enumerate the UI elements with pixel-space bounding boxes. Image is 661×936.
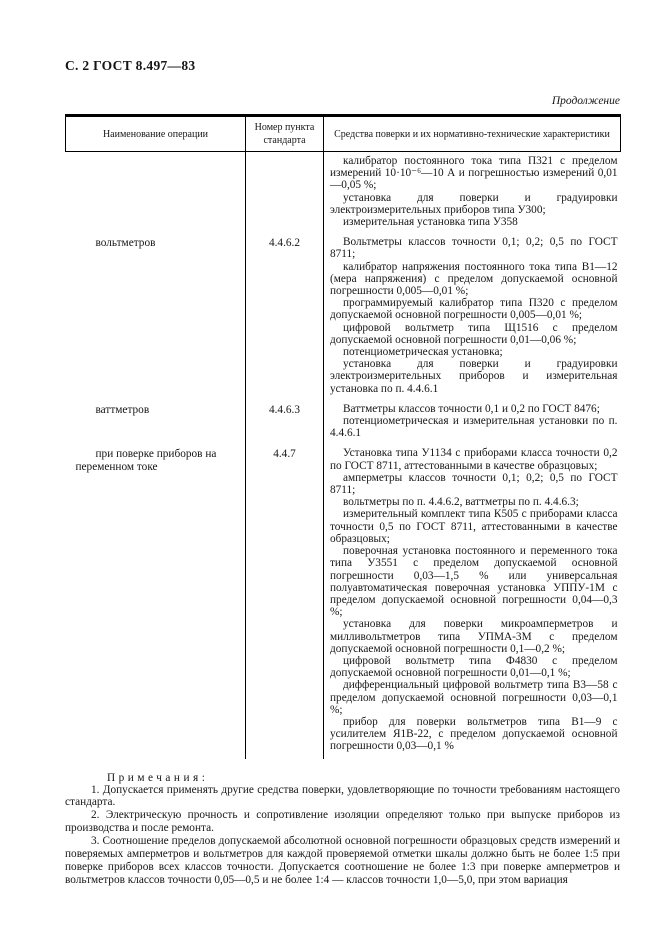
means-paragraph: измерительная установка типа У358 (343, 216, 518, 229)
clause-number: 4.4.6.3 (268, 403, 301, 416)
means-paragraph: установка для поверки и градуировки электроизмерительных приборов типа У300; (330, 191, 618, 216)
note-item: 3. Соотношение пределов допускаемой абсолютной основной погрешности образцовых средств измерений и поверяемых амперметров и вольтметров для каждой проверяемой отметки шкалы должно быть не более 1:5 при поверке приборов всех классов точности. Допускается соотношение не более 1:3 при поверке амперметров и вольтметров классов точности 0,05—0,5 и не более 1:4 — классов точности 1,0—5,0, при этом вариация (65, 835, 620, 886)
means-paragraph: поверочная установка постоянного и переменного тока типа У3551 с пределом допускаемой основной погрешности 0,03—1,5 % или универсальная полуавтоматическая поверочная установка УППУ-1М с пределом допускаемой основной погрешности 0,04—0,3 %; (330, 545, 618, 619)
means-paragraph: прибор для поверки вольтметров типа В1—9 с усилителем Я1В-22, с пределом допускаемой основной погрешности 0,03—0,1 % (330, 715, 618, 753)
means-paragraph: амперметры классов точности 0,1; 0,2; 0,5 по ГОСТ 8711; (330, 471, 618, 497)
means-paragraph: калибратор постоянного тока типа П321 с пределом измерений 10·10⁻⁶—10 А и погрешностью измерений 0,01—0,05 %; (330, 155, 618, 192)
table-row (66, 439, 621, 758)
clause-cell (246, 228, 324, 395)
table-row (66, 228, 621, 395)
means-paragraph: цифровой вольтметр типа Щ1516 с пределом допускаемой основной погрешности 0,01—0,06 %; (330, 321, 618, 346)
means-paragraph: дифференциальный цифровой вольтметр типа В3—58 с пределом допускаемой основной погрешности 0,03—0,1 %; (330, 679, 618, 716)
means-paragraph: калибратор напряжения постоянного тока типа В1—12 (мера напряжения) с пределом допускаемой основной погрешности 0,005—0,01 %; (330, 260, 618, 298)
clause-cell (246, 152, 324, 229)
column-header-clause: Номер пункта стандарта (246, 116, 324, 152)
means-cell (324, 395, 621, 440)
operation-name: при поверке приборов на переменном токе (75, 448, 217, 473)
operation-cell (66, 395, 246, 440)
means-paragraph: потенциометрическая установка; (343, 346, 503, 359)
means-cell (324, 152, 621, 229)
operation-name: вольтметров (95, 237, 156, 250)
clause-cell (246, 439, 324, 758)
operation-cell (66, 439, 246, 758)
clause-cell (246, 395, 324, 440)
means-paragraph: вольтметры по п. 4.4.6.2, ваттметры по п. 4.4.6.3; (343, 496, 579, 509)
table-header-row (66, 116, 621, 152)
means-paragraph: цифровой вольтметр типа Ф4830 с пределом допускаемой основной погрешности 0,01—0,1 %; (330, 654, 618, 680)
means-cell (324, 228, 621, 395)
clause-number: 4.4.6.2 (268, 237, 301, 250)
means-paragraph: установка для поверки и градуировки электроизмерительных приборов и измерительная установка по п. 4.4.6.1 (330, 358, 618, 395)
continuation-label: Продолжение (551, 95, 620, 107)
note-item: 1. Допускается применять другие средства поверки, удовлетворяющие по точности требованиям настоящего стандарта. (65, 783, 620, 809)
operation-cell (66, 228, 246, 395)
column-header-means: Средства поверки и их нормативно-технические характеристики (324, 116, 621, 152)
means-paragraph: потенциометрическая и измерительная установки по п. 4.4.6.1 (330, 415, 618, 440)
means-cell (324, 439, 621, 758)
verification-table (65, 114, 621, 759)
means-paragraph: Вольтметры классов точности 0,1; 0,2; 0,5 по ГОСТ 8711; (330, 236, 618, 261)
operation-name: ваттметров (95, 403, 150, 416)
operation-cell (66, 152, 246, 229)
means-paragraph: измерительный комплект типа К505 с приборами класса точности 0,5 по ГОСТ 8711, аттестованными в качестве образцовых; (330, 508, 618, 545)
table-row (66, 395, 621, 440)
clause-number: 4.4.7 (273, 448, 296, 461)
table-row (66, 152, 621, 229)
column-header-operation: Наименование операции (66, 116, 246, 152)
means-paragraph: программируемый калибратор типа П320 с пределом допускаемой основной погрешности 0,005—0,01 %; (330, 297, 618, 322)
notes-section (65, 772, 620, 887)
means-paragraph: установка для поверки микроамперметров и милливольтметров типа УПМА-3М с пределом допускаемой основной погрешности 0,1—0,2 %; (330, 618, 618, 655)
means-paragraph: Установка типа У1134 с приборами класса точности 0,2 по ГОСТ 8711, аттестованными в качестве образцовых; (330, 447, 618, 472)
means-paragraph: Ваттметры классов точности 0,1 и 0,2 по ГОСТ 8476; (343, 402, 600, 415)
note-item: 2. Электрическую прочность и сопротивление изоляции определяют только при выпуске приборов из производства и после ремонта. (65, 809, 620, 835)
page-title: С. 2 ГОСТ 8.497—83 (65, 58, 196, 73)
notes-label: Примечания: (107, 771, 209, 784)
